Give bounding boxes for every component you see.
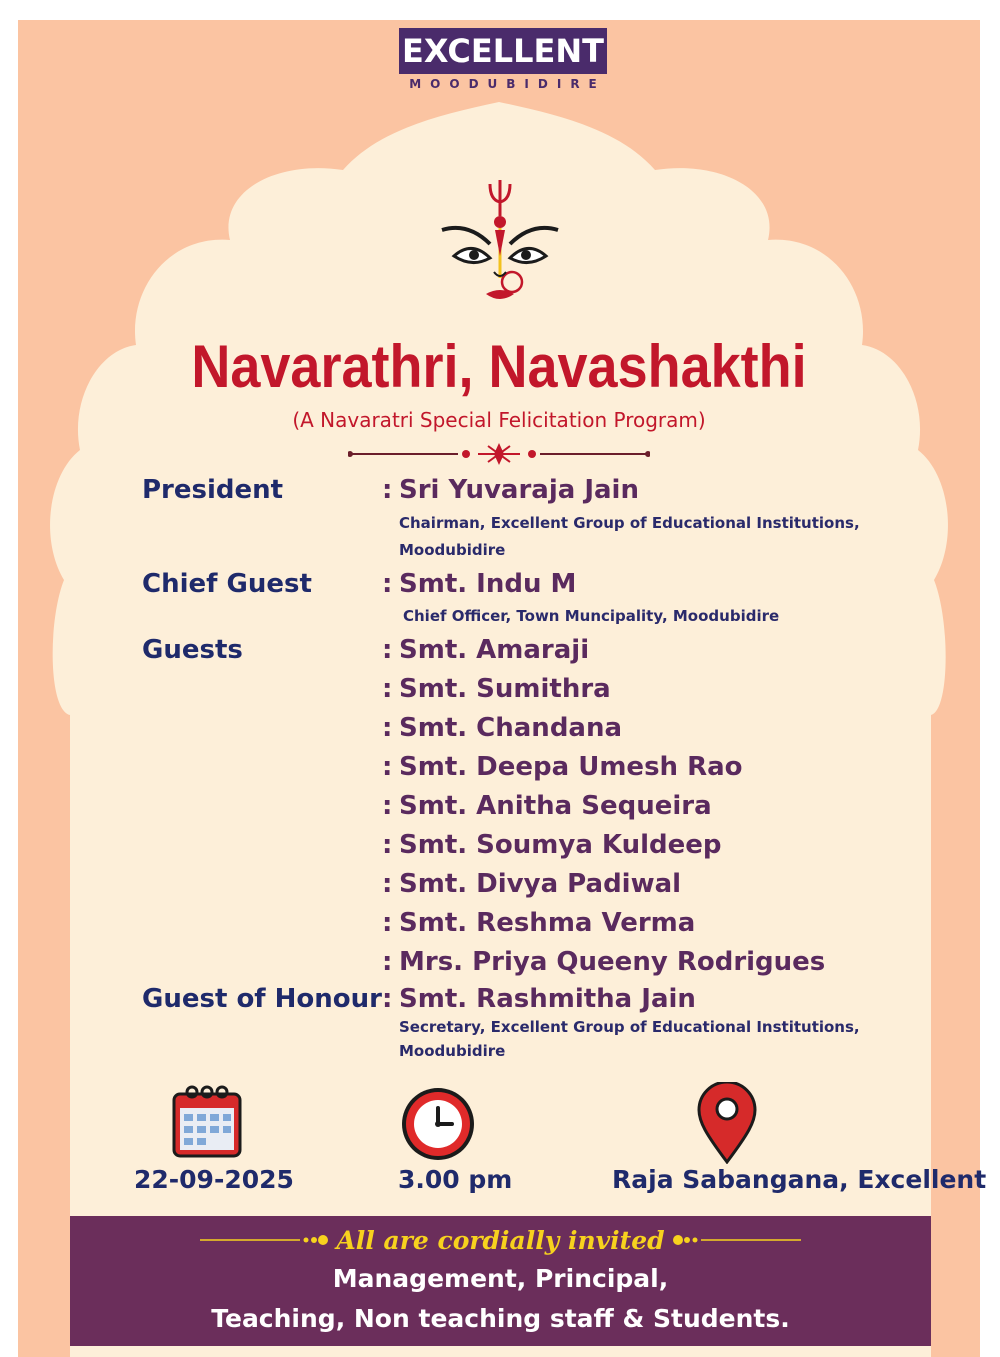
president-label: President — [142, 475, 284, 505]
guest-of-honour-name: Smt. Rashmitha Jain — [399, 984, 696, 1014]
colon: : — [382, 869, 393, 899]
guest-of-honour-label: Guest of Honour — [142, 984, 382, 1014]
colon: : — [382, 791, 393, 821]
ornament-divider — [348, 442, 650, 466]
guest-name: Mrs. Priya Queeny Rodrigues — [399, 947, 826, 977]
guest-name: Smt. Chandana — [399, 713, 623, 743]
invite-text: All are cordially invited — [336, 1226, 665, 1255]
colon: : — [382, 908, 393, 938]
colon: : — [382, 752, 393, 782]
colon: : — [382, 569, 393, 599]
footer-band — [70, 1216, 931, 1346]
guest-of-honour-designation-place: Moodubidire — [399, 1042, 506, 1060]
guest-name: Smt. Soumya Kuldeep — [399, 830, 722, 860]
colon: : — [382, 713, 393, 743]
colon: : — [382, 674, 393, 704]
guest-name: Smt. Amaraji — [399, 635, 590, 665]
guest-name: Smt. Reshma Verma — [399, 908, 696, 938]
audience-line-1: Management, Principal, — [332, 1264, 669, 1293]
poster — [18, 20, 987, 1357]
colon: : — [382, 830, 393, 860]
colon: : — [382, 984, 393, 1014]
ornament-right — [671, 1232, 801, 1248]
event-time: 3.00 pm — [398, 1165, 513, 1194]
guest-name: Smt. Divya Padiwal — [399, 869, 682, 899]
guest-of-honour-designation: Secretary, Excellent Group of Educational Institutions, — [399, 1018, 860, 1036]
chief-guest-name: Smt. Indu M — [399, 569, 577, 599]
colon: : — [382, 635, 393, 665]
goddess-face-icon — [438, 178, 562, 308]
colon: : — [382, 947, 393, 977]
clock-icon — [398, 1084, 478, 1164]
guest-name: Smt. Sumithra — [399, 674, 611, 704]
president-designation-place: Moodubidire — [399, 541, 506, 559]
colon: : — [382, 475, 393, 505]
location-pin-icon — [696, 1082, 758, 1164]
guest-name: Smt. Anitha Sequeira — [399, 791, 712, 821]
guests-label: Guests — [142, 635, 243, 665]
event-date: 22-09-2025 — [134, 1165, 294, 1194]
logo-place: MOODUBIDIRE — [409, 77, 606, 91]
audience-line-2: Teaching, Non teaching staff & Students. — [211, 1304, 790, 1333]
chief-guest-label: Chief Guest — [142, 569, 312, 599]
chief-guest-designation: Chief Officer, Town Muncipality, Moodubidire — [403, 607, 780, 625]
president-designation: Chairman, Excellent Group of Educational Institutions, — [399, 514, 860, 532]
guest-name: Smt. Deepa Umesh Rao — [399, 752, 743, 782]
president-name: Sri Yuvaraja Jain — [399, 475, 639, 505]
event-subtitle: (A Navaratri Special Felicitation Program) — [292, 408, 706, 432]
logo: EXCELLENT — [399, 28, 607, 74]
event-title: Navarathri, Navashakthi — [191, 333, 807, 400]
event-venue: Raja Sabangana, Excellent — [612, 1165, 987, 1194]
calendar-icon — [170, 1084, 246, 1160]
